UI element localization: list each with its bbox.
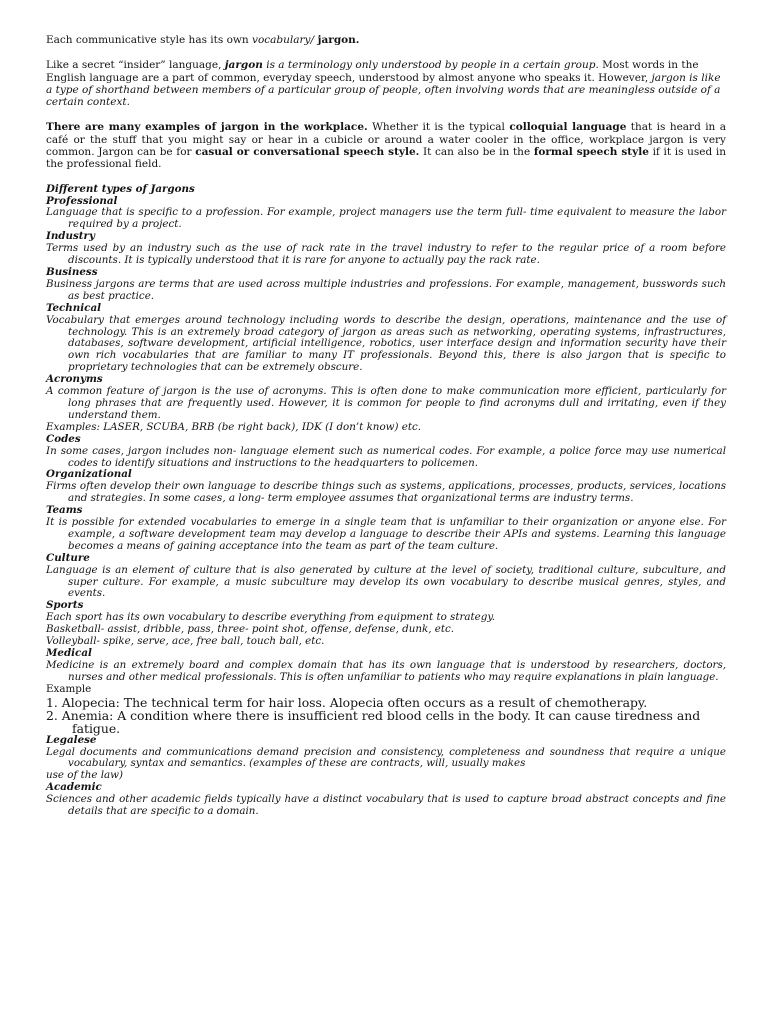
sports-line: Basketball- assist, dribble, pass, three- point shot, offense, defense, dunk, etc.: [46, 623, 455, 636]
type-title-legalese: Legalese: [46, 733, 97, 746]
type-title-sports: Sports: [46, 599, 84, 612]
sports-line: Volleyball- spike, serve, ace, free ball, touch ball, etc.: [46, 635, 325, 648]
type-title-medical: Medical: [46, 647, 92, 660]
type-title-academic: Academic: [46, 781, 102, 794]
type-title-technical: Technical: [46, 301, 102, 314]
intro-text: Each communicative style has its own: [46, 34, 253, 46]
type-title-professional: Professional: [46, 194, 118, 207]
section-heading: Different types of Jargons: [46, 182, 195, 195]
type-text-business: Business jargons are terms that are used across multiple industries and professions. For example, management, busswords such as best practice.: [46, 277, 726, 302]
casual-term: casual or conversational speech style.: [195, 146, 420, 159]
type-text-legalese: Legal documents and communications demand precision and consistency, completeness and soundness that require a unique vocabulary, syntax and semantics. (examples of these are contracts, will, usually makes: [46, 745, 726, 770]
document-page: [46, 34, 726, 818]
text: It can also be in the: [419, 146, 534, 159]
medical-example-item: 1. Alopecia: The technical term for hair loss. Alopecia often occurs as a result of chemotherapy.: [46, 694, 648, 710]
medical-example-item: 2. Anemia: A condition where there is insufficient red blood cells in the body. It can cause tiredness and fatigue.: [46, 707, 701, 736]
type-text-legalese-cont: use of the law): [46, 769, 123, 782]
text: Like a secret “insider” language,: [46, 59, 225, 72]
text: Whether it is the typical: [367, 121, 510, 134]
type-text-academic: Sciences and other academic fields typically have a distinct vocabulary that is used to capture broad abstract concepts and fine details that are specific to a domain.: [46, 793, 726, 818]
type-title-acronyms: Acronyms: [46, 373, 103, 386]
text-italic: jargon is like a type of shorthand between members of a particular group of people, often involving words that are meaningless outside of a certain context.: [46, 71, 721, 109]
type-text-industry: Terms used by an industry such as the use of rack rate in the travel industry to refer to the regular price of a room before discounts. It is typically understood that it is rare for anyone to actually pay the rack rate.: [46, 242, 726, 267]
colloquial-term: colloquial language: [509, 121, 627, 134]
workplace-heading: There are many examples of jargon in the workplace.: [46, 121, 368, 134]
text: Most words in the English language are a part of common, everyday speech, understood by almost anyone who speaks it. However,: [46, 59, 699, 84]
type-title-culture: Culture: [46, 551, 90, 564]
formal-term: formal speech style: [533, 146, 649, 159]
type-text-organizational: Firms often develop their own language to describe things such as systems, applications, processes, products, services, locations and strategies. In some cases, a long- term employee assumes that organizational terms are industry terms.: [46, 480, 726, 505]
text: that is heard in a café or the stuff that you might say or hear in a cubicle or around a water cooler in the office, workplace jargon is very common. Jargon can be for: [46, 121, 726, 159]
type-text-professional: Language that is specific to a profession. For example, project managers use the term full- time equivalent to measure the labor required by a project.: [46, 206, 726, 231]
acronym-examples: Examples: LASER, SCUBA, BRB (be right back), IDK (I don’t know) etc.: [46, 420, 422, 433]
intro-paragraph-jargon: [46, 59, 726, 108]
type-title-organizational: Organizational: [46, 468, 132, 481]
intro-emphasis: vocabulary/: [252, 34, 315, 46]
intro-line: [46, 34, 726, 46]
sports-line: Each sport has its own vocabulary to describe everything from equipment to strategy.: [46, 611, 496, 624]
type-title-teams: Teams: [46, 504, 83, 517]
type-title-business: Business: [46, 266, 98, 279]
intro-paragraph-workplace: [46, 121, 726, 170]
type-title-codes: Codes: [46, 432, 81, 445]
type-text-acronyms: A common feature of jargon is the use of acronyms. This is often done to make communication more efficient, particularly for long phrases that are frequently used. However, it is common for people to find acronyms dull and irritating, even if they understand them.: [46, 385, 726, 421]
text-italic: is a terminology only understood by people in a certain group.: [262, 59, 599, 72]
type-text-culture: Language is an element of culture that is also generated by culture at the level of society, traditional culture, subculture, and super culture. For example, a music subculture may develop its own vocabulary to describe musical genres, styles, and events.: [46, 563, 726, 600]
jargon-term: jargon: [224, 59, 263, 72]
type-text-medical: Medicine is an extremely board and complex domain that has its own language that is understood by researchers, doctors, nurses and other medical professionals. This is often unfamiliar to patients who may require explanations in plain language.: [46, 658, 726, 683]
example-label: Example: [46, 682, 92, 695]
jargon-types-section: [46, 184, 726, 818]
text: if it is used in the professional field.: [46, 146, 726, 171]
type-text-codes: In some cases, jargon includes non- language element such as numerical codes. For example, a police force may use numerical codes to identify situations and instructions to the headquarters to policemen.: [46, 444, 726, 469]
type-text-technical: Vocabulary that emerges around technology including words to describe the design, operations, maintenance and the use of technology. This is an extremely broad category of jargon as areas such as networking, operating systems, infrastructures, databases, software development, artificial intelligence, robotics, user interface design and information security have their own rich vocabularies that are familiar to many IT professionals. Beyond this, there is also jargon that is specific to proprietary technologies that can be extremely obscure.: [46, 313, 726, 374]
intro-bold: jargon.: [314, 34, 360, 46]
type-title-industry: Industry: [46, 230, 95, 243]
type-text-teams: It is possible for extended vocabularies to emerge in a single team that is unfamiliar to their organization or anyone else. For example, a software development team may develop a language to describe their APIs and systems. Learning this language becomes a means of gaining acceptance into the team as part of the team culture.: [46, 516, 726, 552]
